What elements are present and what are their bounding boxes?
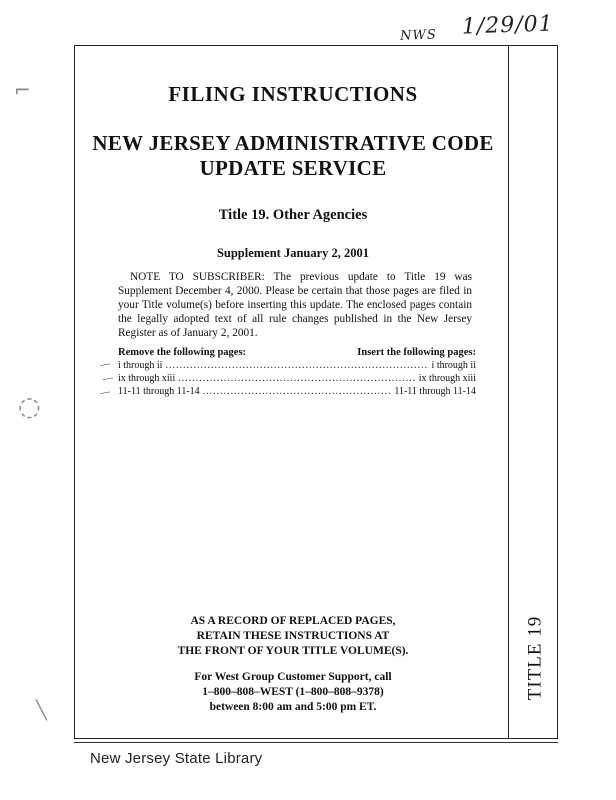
library-stamp: New Jersey State Library xyxy=(90,750,263,767)
hole-punch-icon: ◌ xyxy=(18,392,41,422)
dot-leader xyxy=(178,373,416,384)
page-list-row xyxy=(118,373,476,386)
record-line: RETAIN THESE INSTRUCTIONS AT xyxy=(196,630,390,642)
customer-support xyxy=(80,670,506,715)
insert-pages: i through ii xyxy=(431,360,476,371)
remove-pages: 11-11 through 11-14 xyxy=(118,386,200,397)
record-line: THE FRONT OF YOUR TITLE VOLUME(S). xyxy=(177,645,409,657)
remove-pages: i through ii xyxy=(118,360,163,371)
record-line: AS A RECORD OF REPLACED PAGES, xyxy=(190,615,396,627)
side-tab xyxy=(512,598,558,718)
remove-pages: ix through xiii xyxy=(118,373,176,384)
dot-leader xyxy=(165,360,428,371)
footer-divider xyxy=(74,742,558,743)
page-title: FILING INSTRUCTIONS xyxy=(168,82,418,106)
dot-leader xyxy=(203,386,392,397)
scan-mark-icon: ⌐ xyxy=(14,78,31,102)
support-line: For West Group Customer Support, call xyxy=(194,671,392,683)
subscriber-note: NOTE TO SUBSCRIBER: The previous update to Title 19 was Supplement December 4, 2000. Please be certain that those pages are filed in your Title volume(s) before inserting this update. The enclosed pages contain the legally adopted text of all rule changes published in the New Jersey Register as of January 2, 2001. xyxy=(118,271,472,339)
page-list-row xyxy=(118,386,476,399)
record-notice xyxy=(80,614,506,659)
support-phone: 1–800–808–WEST (1–800–808–9378) xyxy=(202,686,384,698)
handwritten-date: 1/29/01 xyxy=(461,11,555,40)
title-heading: Title 19. Other Agencies xyxy=(218,207,368,223)
check-mark-icon: — xyxy=(102,372,114,385)
subtitle-line: UPDATE SERVICE xyxy=(199,156,387,180)
support-hours: between 8:00 am and 5:00 pm ET. xyxy=(209,701,377,713)
insert-pages: ix through xiii xyxy=(418,373,476,384)
side-tab-label: TITLE 19 xyxy=(524,615,546,701)
page-subtitle xyxy=(80,131,506,181)
side-divider xyxy=(508,45,509,739)
page-list-row xyxy=(118,360,476,373)
handwritten-initials: NWS xyxy=(399,27,438,44)
remove-heading: Remove the following pages: xyxy=(118,347,247,358)
check-mark-icon: — xyxy=(99,386,111,399)
scan-stroke-icon: ╲ xyxy=(36,700,47,721)
check-mark-icon: — xyxy=(99,358,111,371)
insert-heading: Insert the following pages: xyxy=(357,347,476,358)
insert-pages: 11-11 through 11-14 xyxy=(394,386,476,397)
page-list-header xyxy=(118,347,476,358)
supplement-date: Supplement January 2, 2001 xyxy=(216,246,370,260)
subtitle-line: NEW JERSEY ADMINISTRATIVE CODE xyxy=(92,131,494,155)
